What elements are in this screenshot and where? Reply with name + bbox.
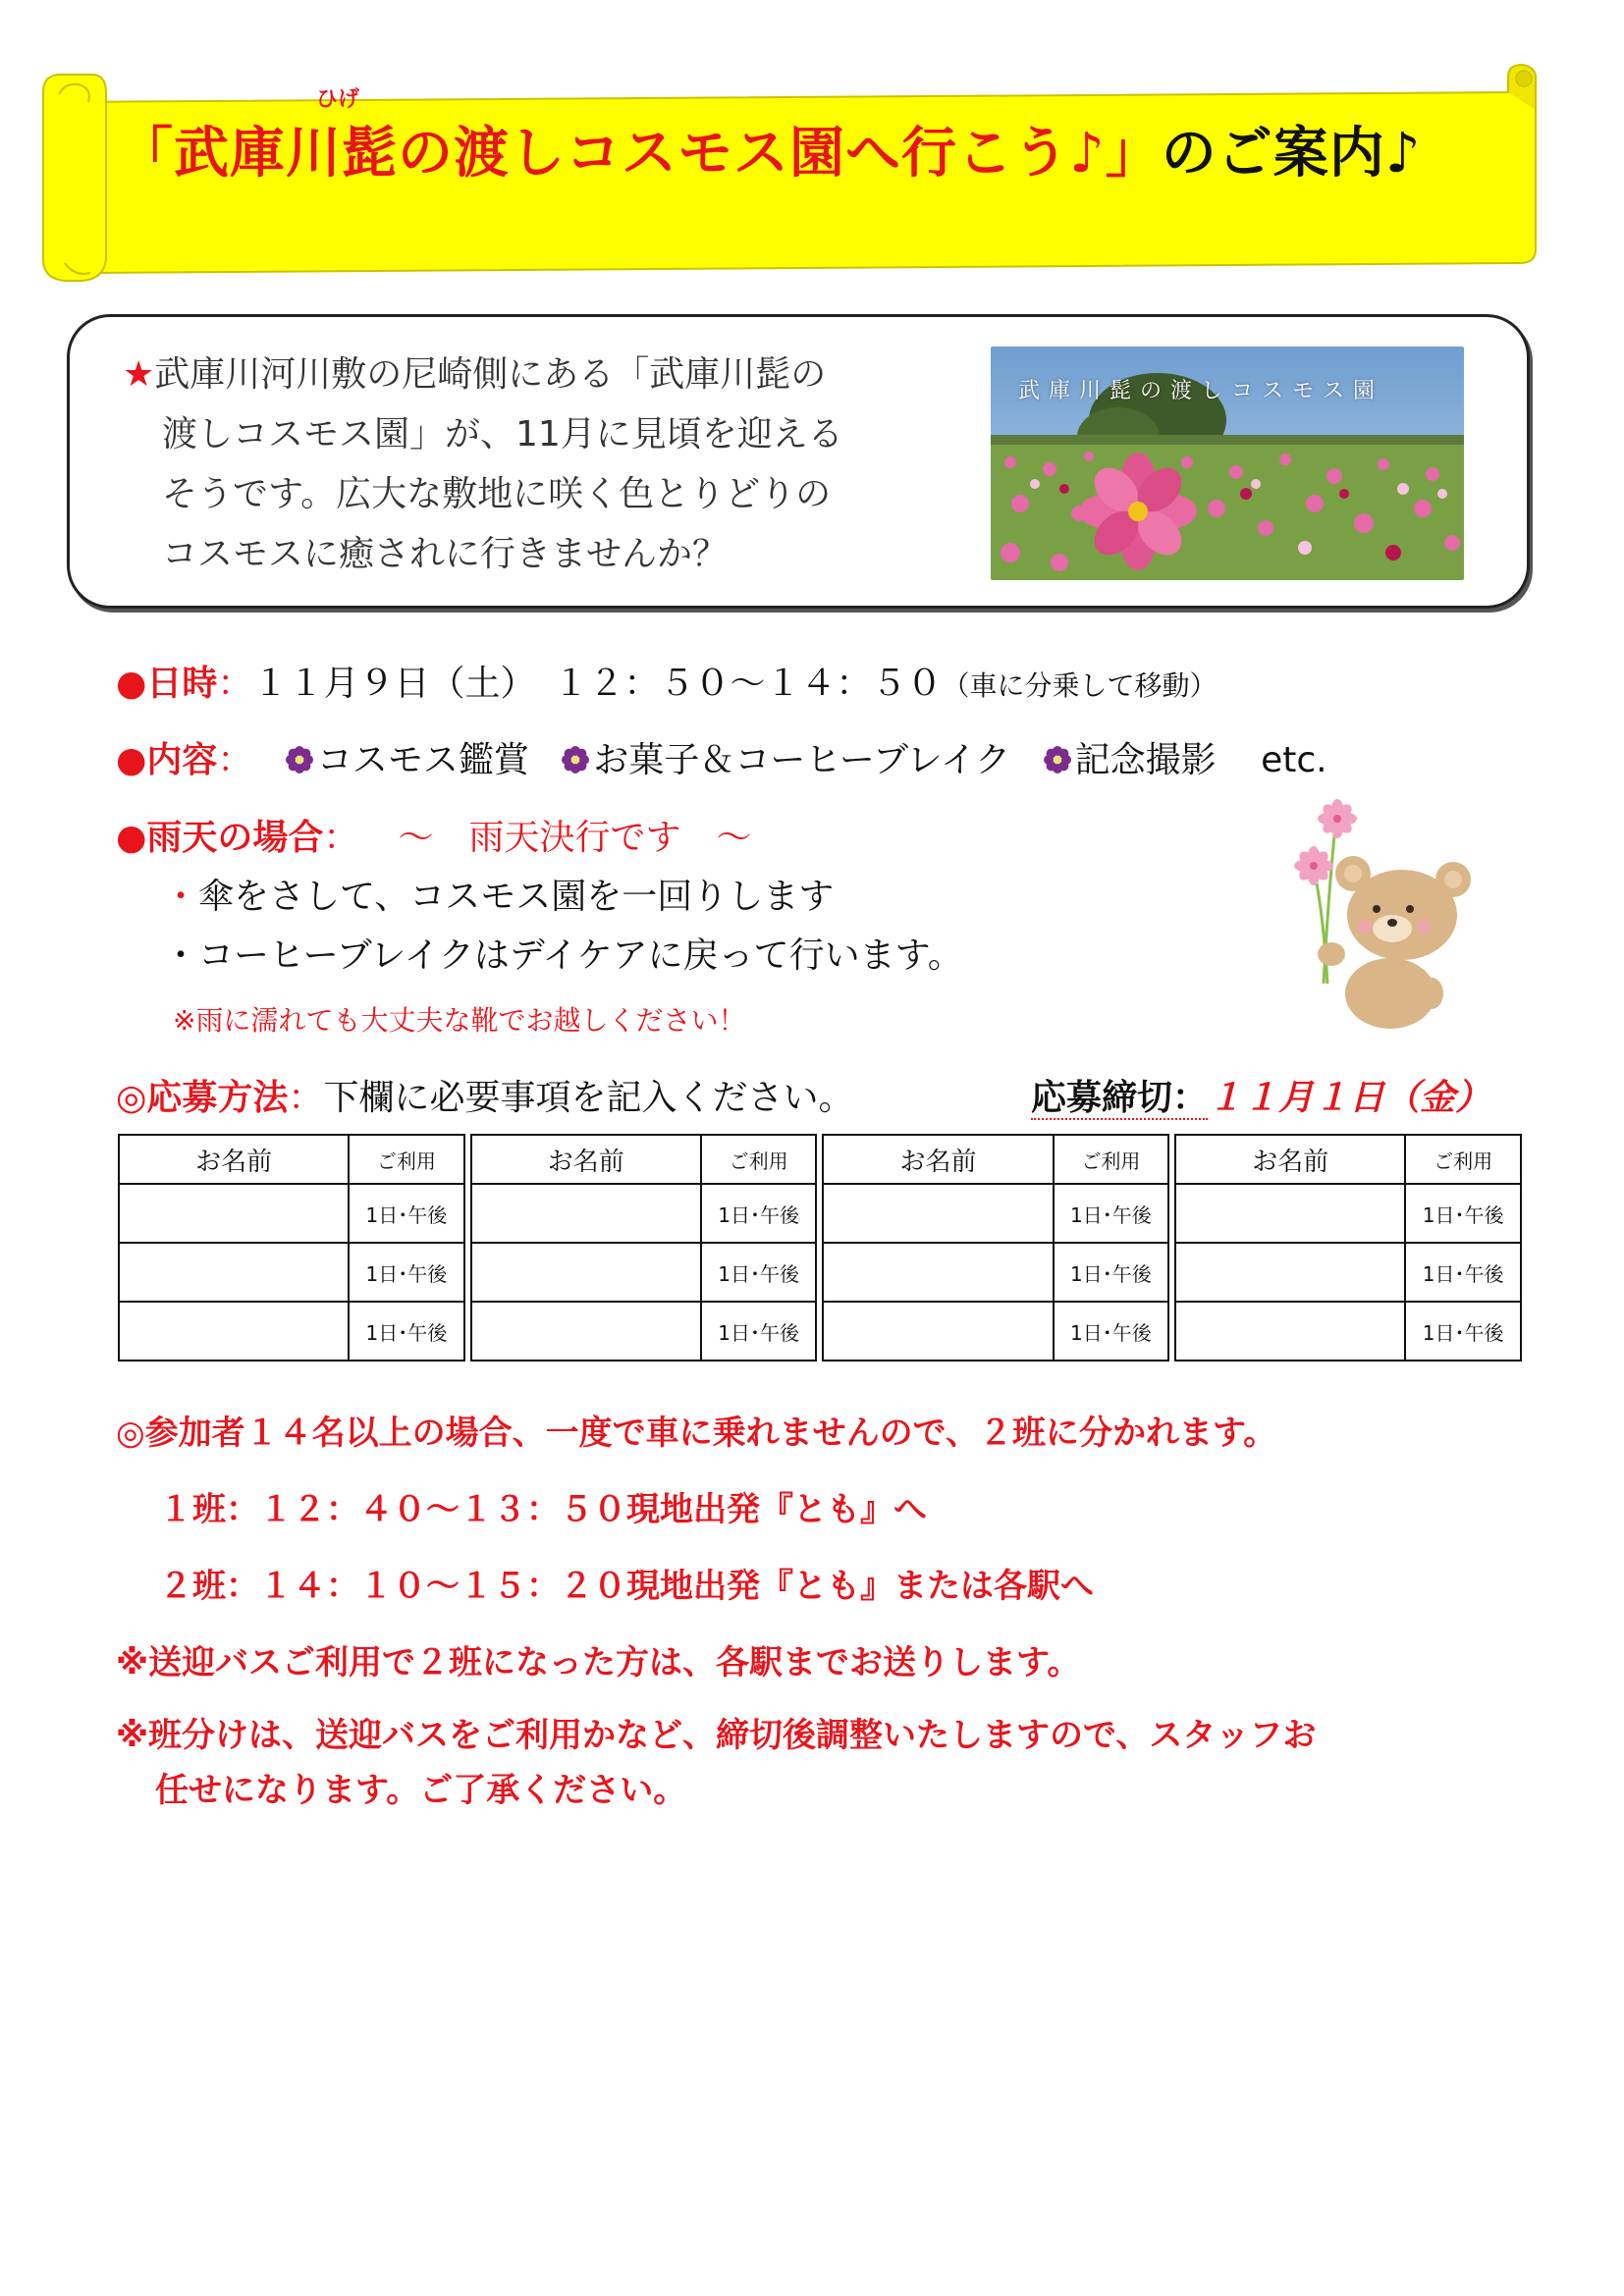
content-item-1: コスモス鑑賞 bbox=[316, 740, 529, 780]
name-input-cell[interactable] bbox=[471, 1184, 701, 1243]
column-gap bbox=[1168, 1243, 1175, 1302]
use-option-cell[interactable]: 1日･午後 bbox=[349, 1184, 464, 1243]
intro-line-1: ★武庫川河川敷の尼崎側にある「武庫川髭の bbox=[123, 354, 827, 395]
use-option-cell[interactable]: 1日･午後 bbox=[1054, 1184, 1169, 1243]
bear-illustration bbox=[1284, 797, 1481, 1033]
column-gap bbox=[1168, 1302, 1175, 1361]
name-header: お名前 bbox=[119, 1135, 349, 1184]
column-gap bbox=[464, 1184, 471, 1243]
table-header-row bbox=[119, 1135, 1521, 1184]
use-option-cell[interactable]: 1日･午後 bbox=[1054, 1243, 1169, 1302]
use-header: ご利用 bbox=[1054, 1135, 1169, 1184]
apply-label: ◎応募方法 bbox=[116, 1078, 289, 1118]
name-input-cell[interactable] bbox=[823, 1302, 1053, 1361]
name-header: お名前 bbox=[823, 1135, 1053, 1184]
name-input-cell[interactable] bbox=[1175, 1184, 1405, 1243]
name-header: お名前 bbox=[471, 1135, 701, 1184]
column-gap bbox=[816, 1302, 823, 1361]
rain-label: ●雨天の場合 bbox=[116, 818, 324, 858]
column-gap bbox=[816, 1243, 823, 1302]
rain-bullet-2 bbox=[163, 928, 963, 978]
use-option-cell[interactable]: 1日･午後 bbox=[349, 1302, 464, 1361]
flower-icon bbox=[286, 746, 313, 774]
apply-row bbox=[116, 1070, 853, 1120]
bullet-mark: ・ bbox=[163, 935, 199, 976]
use-option-cell[interactable]: 1日･午後 bbox=[701, 1243, 817, 1302]
photo-caption: 武庫川髭の渡しコスモス園 bbox=[1018, 379, 1384, 403]
name-input-cell[interactable] bbox=[471, 1302, 701, 1361]
flower-icon bbox=[1044, 746, 1071, 774]
column-gap bbox=[1168, 1135, 1175, 1184]
column-gap bbox=[464, 1302, 471, 1361]
use-option-cell[interactable]: 1日･午後 bbox=[1405, 1184, 1521, 1243]
use-option-cell[interactable]: 1日･午後 bbox=[1405, 1243, 1521, 1302]
rain-bullet-2-text: コーヒーブレイクはデイケアに戻って行います。 bbox=[198, 935, 963, 976]
table-row bbox=[119, 1184, 1521, 1243]
name-input-cell[interactable] bbox=[823, 1184, 1053, 1243]
rain-bullet-1 bbox=[163, 869, 834, 919]
schedule-row bbox=[116, 656, 1217, 706]
use-option-cell[interactable]: 1日･午後 bbox=[1405, 1302, 1521, 1361]
deadline-label: 応募締切： bbox=[1031, 1078, 1209, 1118]
intro-line-2: 渡しコスモス園」が、11月に見頃を迎える bbox=[162, 414, 843, 454]
schedule-label: ●日時 bbox=[116, 664, 218, 704]
content-item-2: お菓子＆コーヒーブレイク bbox=[593, 740, 1011, 780]
column-gap bbox=[464, 1135, 471, 1184]
rain-note: ※雨に濡れても大丈夫な靴でお越しください！ bbox=[173, 1004, 746, 1037]
bullet-mark: ・ bbox=[163, 877, 199, 917]
intro-line-3: そうです。広大な敷地に咲く色とりどりの bbox=[162, 474, 832, 514]
use-option-cell[interactable]: 1日･午後 bbox=[701, 1184, 817, 1243]
deadline bbox=[1031, 1070, 1490, 1120]
name-header: お名前 bbox=[1175, 1135, 1405, 1184]
name-input-cell[interactable] bbox=[823, 1243, 1053, 1302]
name-input-cell[interactable] bbox=[119, 1184, 349, 1243]
rain-colon: ： bbox=[323, 818, 359, 858]
name-input-cell[interactable] bbox=[471, 1243, 701, 1302]
registration-table bbox=[118, 1134, 1522, 1362]
note-grouping-cont: 任せになります。ご了承ください。 bbox=[155, 1771, 687, 1810]
use-option-cell[interactable]: 1日･午後 bbox=[1054, 1302, 1169, 1361]
content-label: ●内容 bbox=[116, 740, 218, 780]
title-suffix: のご案内♪ bbox=[1161, 122, 1422, 186]
rain-bullet-1-text: 傘をさして、コスモス園を一回りします bbox=[198, 877, 835, 917]
flower-icon bbox=[562, 746, 589, 774]
column-gap bbox=[464, 1243, 471, 1302]
page-title bbox=[118, 110, 1422, 188]
note-grouping: ※班分けは、送迎バスをご利用かなど、締切後調整いたしますので、スタッフお bbox=[116, 1716, 1317, 1755]
content-item-3: 記念撮影 bbox=[1074, 740, 1217, 780]
apply-colon: ： bbox=[288, 1078, 324, 1118]
content-colon: ： bbox=[217, 740, 253, 780]
apply-value: 下欄に必要事項を記入ください。 bbox=[323, 1078, 854, 1118]
content-row bbox=[116, 732, 1327, 782]
column-gap bbox=[1168, 1184, 1175, 1243]
schedule-note: （車に分乗して移動） bbox=[942, 669, 1218, 702]
column-gap bbox=[816, 1135, 823, 1184]
name-input-cell[interactable] bbox=[119, 1302, 349, 1361]
use-header: ご利用 bbox=[701, 1135, 817, 1184]
title-ruby: ひげ bbox=[316, 87, 360, 112]
intro-box bbox=[67, 314, 1530, 609]
title-main: 「武庫川髭の渡しコスモス園へ行こう♪」 bbox=[118, 122, 1162, 186]
content-etc: etc. bbox=[1261, 740, 1327, 780]
cosmos-photo bbox=[991, 347, 1464, 580]
note-group-1: １班：１２：４０～１３：５０現地出発『とも』へ bbox=[159, 1490, 927, 1529]
deadline-value: １１月１日（金） bbox=[1208, 1078, 1491, 1118]
use-header: ご利用 bbox=[349, 1135, 464, 1184]
name-input-cell[interactable] bbox=[119, 1243, 349, 1302]
note-bus: ※送迎バスご利用で２班になった方は、各駅までお送りします。 bbox=[116, 1643, 1081, 1682]
use-option-cell[interactable]: 1日･午後 bbox=[701, 1302, 817, 1361]
note-group-2: ２班：１４：１０～１５：２０現地出発『とも』または各駅へ bbox=[159, 1567, 1094, 1606]
use-header: ご利用 bbox=[1405, 1135, 1521, 1184]
use-option-cell[interactable]: 1日･午後 bbox=[349, 1243, 464, 1302]
table-row bbox=[119, 1243, 1521, 1302]
name-input-cell[interactable] bbox=[1175, 1243, 1405, 1302]
rain-value: ～ 雨天決行です ～ bbox=[398, 818, 752, 858]
table-row bbox=[119, 1302, 1521, 1361]
schedule-colon: ： bbox=[217, 664, 253, 704]
rain-row bbox=[116, 810, 751, 860]
name-input-cell[interactable] bbox=[1175, 1302, 1405, 1361]
intro-line-4: コスモスに癒されに行きませんか？ bbox=[162, 534, 729, 574]
star-icon: ★ bbox=[123, 354, 155, 395]
column-gap bbox=[816, 1184, 823, 1243]
intro-text bbox=[123, 345, 1006, 584]
schedule-value: １１月９日（土） １２：５０～１４：５０ bbox=[252, 664, 943, 704]
note-participants: ◎参加者１４名以上の場合、一度で車に乗れませんので、２班に分かれます。 bbox=[116, 1414, 1277, 1453]
